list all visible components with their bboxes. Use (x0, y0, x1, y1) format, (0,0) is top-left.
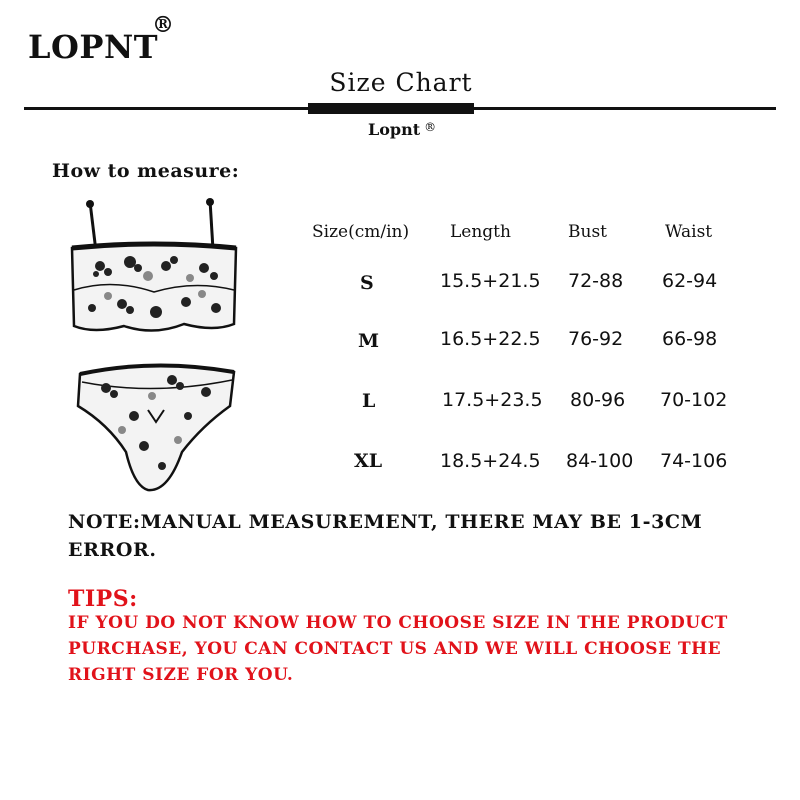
tips-heading: TIPS: (68, 586, 138, 612)
length-cell: 17.5+23.5 (442, 389, 543, 411)
bust-cell: 80-96 (570, 389, 626, 411)
table-header-length: Length (450, 222, 511, 242)
waist-cell: 74-106 (660, 450, 728, 472)
registered-mark-icon: ® (152, 12, 174, 38)
table-header-waist: Waist (665, 222, 713, 242)
bust-cell: 72-88 (568, 270, 624, 292)
lingerie-set-image (64, 196, 244, 496)
waist-cell: 62-94 (662, 270, 718, 292)
length-cell: 15.5+21.5 (440, 270, 541, 292)
tips-body: IF YOU DO NOT KNOW HOW TO CHOOSE SIZE IN THE PRODUCT PURCHASE, YOU CAN CONTACT US AND WE WILL CHOOSE THE RIGHT SIZE FOR YOU. (68, 613, 728, 685)
brand-name: LOPNT (28, 28, 158, 66)
size-cell: XL (354, 450, 383, 472)
page-title: Size Chart (329, 68, 473, 97)
size-cell: M (358, 330, 380, 352)
header-divider-accent (308, 103, 474, 114)
bust-cell: 84-100 (566, 450, 634, 472)
registered-mark-icon: ® (424, 120, 437, 134)
bust-cell: 76-92 (568, 328, 624, 350)
sub-brand: Lopnt ® (368, 120, 437, 139)
waist-cell: 66-98 (662, 328, 718, 350)
table-header-size: Size(cm/in) (312, 222, 410, 242)
measure-label: How to measure: (52, 160, 240, 182)
length-cell: 18.5+24.5 (440, 450, 541, 472)
size-cell: S (360, 272, 374, 294)
length-cell: 16.5+22.5 (440, 328, 541, 350)
size-cell: L (362, 390, 376, 412)
table-header-bust: Bust (568, 222, 607, 242)
waist-cell: 70-102 (660, 389, 728, 411)
measurement-note: NOTE:MANUAL MEASUREMENT, THERE MAY BE 1-3CM ERROR. (68, 511, 703, 561)
